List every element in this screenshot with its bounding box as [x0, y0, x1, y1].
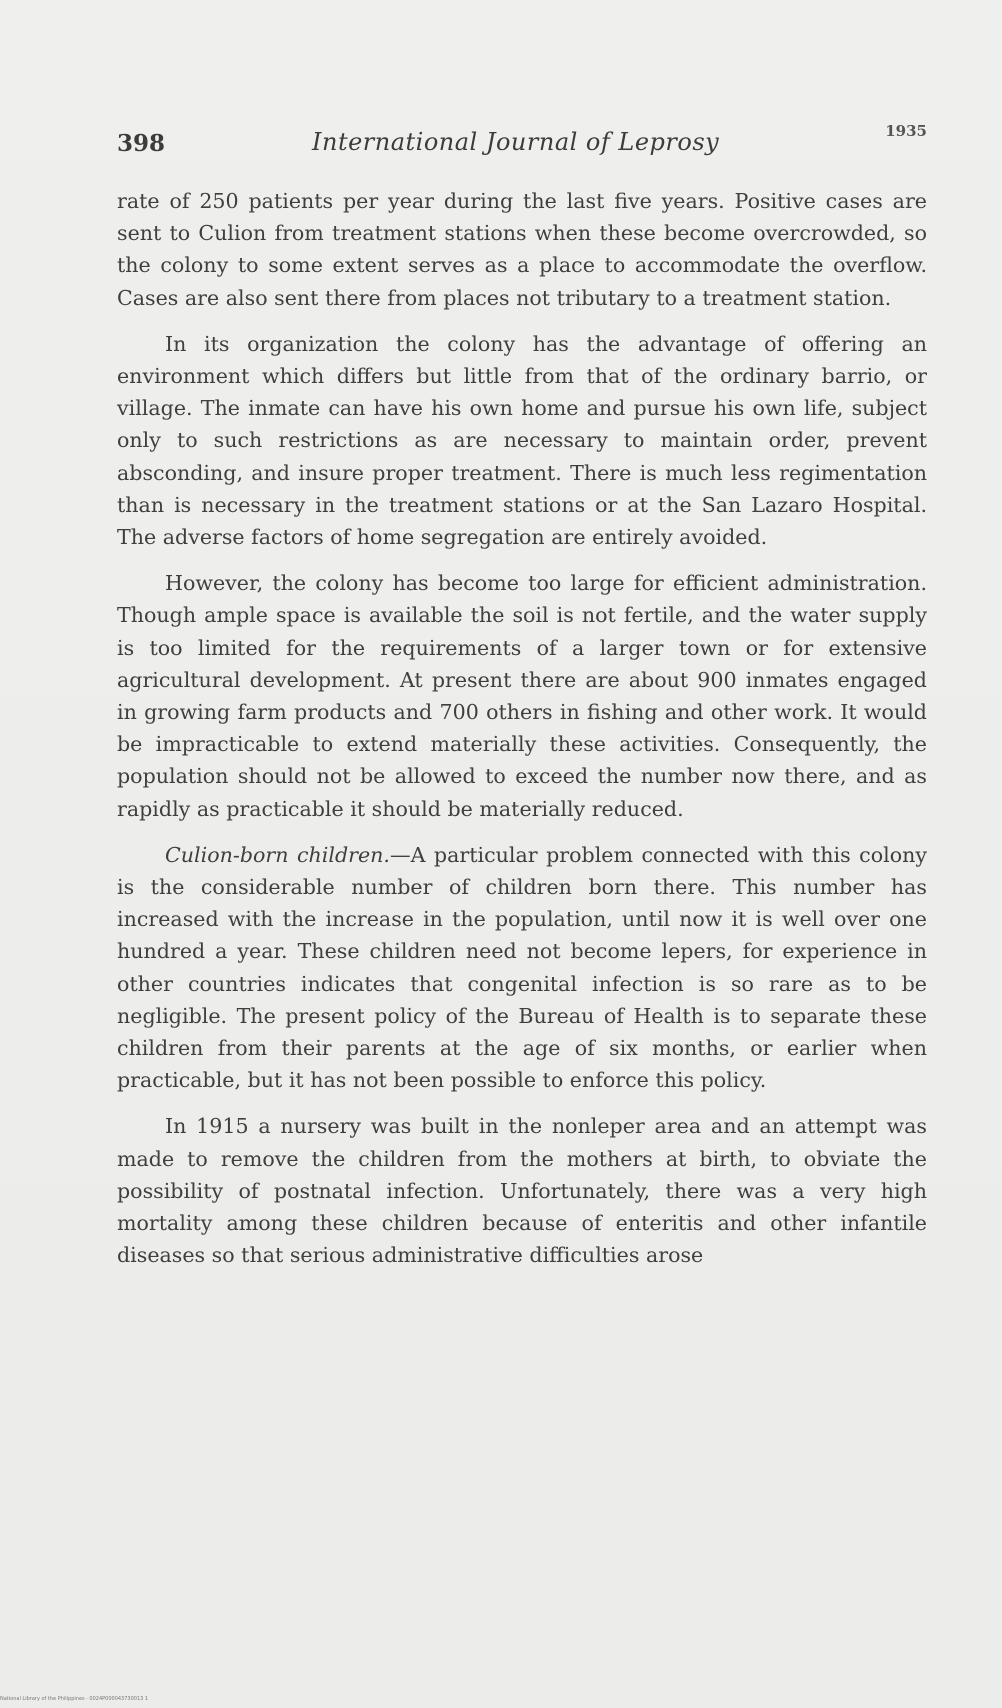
running-head	[117, 122, 929, 162]
paragraph-text: In its organization the colony has the advantage of offering an environment which differs but little from that of the ordinary barrio, or village. The inmate can have his own home and pursue his own life, subject only to such restrictions as are necessary to maintain order, prevent absconding, and insure proper treatment. There is much less regimentation than is necessary in the treatment stations or at the San Lazaro Hospital. The adverse factors of home segregation are entirely avoided.	[117, 331, 927, 550]
paragraph-culion-born-children	[117, 839, 927, 1097]
paragraph-continuation	[117, 185, 927, 314]
paragraph-administration	[117, 567, 927, 825]
publication-year: 1935	[885, 122, 927, 140]
paragraph-text: rate of 250 patients per year during the last five years. Positive cases are sent to Culion from treatment stations when these become overcrowded, so the colony to some extent serves as a place to accommodate the overflow. Cases are also sent there from places not tributary to a treatment station.	[117, 189, 927, 310]
paragraph-organization	[117, 328, 927, 553]
paragraph-nursery	[117, 1110, 927, 1271]
paragraph-text: However, the colony has become too large for efficient administration. Though ample space is available the soil is not fertile, and the water supply is too limited for the requirements of a larger town or for extensive agricultural development. At present there are about 900 inmates engaged in growing farm products and 700 others in fishing and other work. It would be impracticable to extend materially these activities. Consequently, the population should not be allowed to exceed the number now there, and as rapidly as practicable it should be materially reduced.	[117, 571, 927, 821]
paragraph-text: In 1915 a nursery was built in the nonleper area and an attempt was made to remove the children from the mothers at birth, to obviate the possibility of postnatal infection. Unfortunately, there was a very high mortality among these children because of enteritis and other infantile diseases so that serious administrative difficulties arose	[117, 1114, 927, 1268]
journal-title: International Journal of Leprosy	[312, 128, 720, 156]
page-number: 398	[117, 130, 166, 157]
section-run-in-heading: Culion-born children.	[165, 842, 390, 867]
scan-footer-note: National Library of the Philippines · 0024P000043730013 1	[0, 1696, 149, 1702]
paragraph-text: —A particular problem connected with this colony is the considerable number of children born there. This number has increased with the increase in the population, until now it is well over one hundred a year. These children need not become lepers, for experience in other countries indicates that congenital infection is so rare as to be negligible. The present policy of the Bureau of Health is to separate these children from their parents at the age of six months, or earlier when practicable, but it has not been possible to enforce this policy.	[117, 842, 927, 1093]
body-text	[117, 185, 927, 1286]
